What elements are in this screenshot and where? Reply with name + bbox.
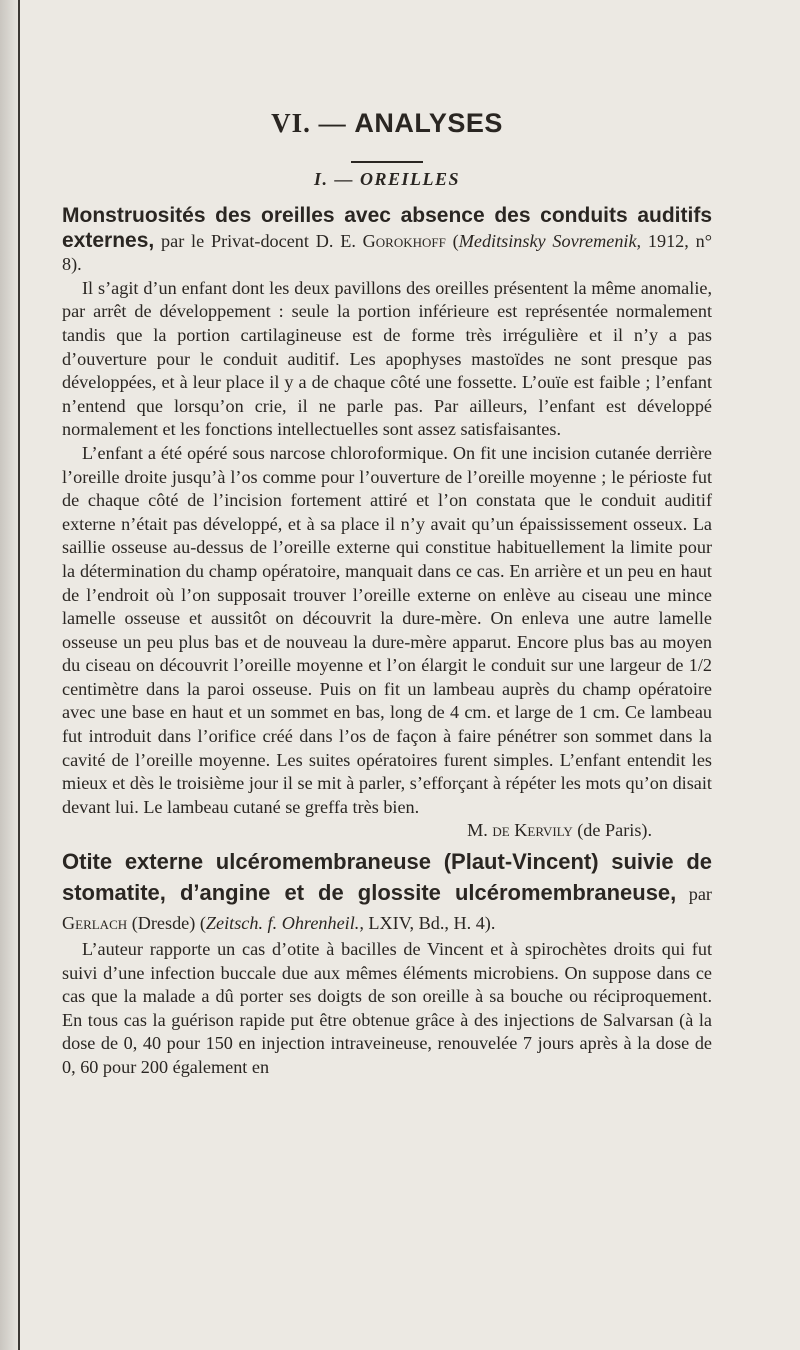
entry-1-paragraph-2: L’enfant a été opéré sous narcose chloroformique. On fit une incision cutanée derrière l’oreille droite jusqu’à l’os comme pour l’ouverture de l’oreille moyenne ; le périoste fut de chaque côté de l’incision fortement attiré et l’on constata que le conduit auditif externe n’était pas développé, et à sa place il n’y avait qu’un épaississement osseux. La saillie osseuse au-dessus de l’oreille externe qui constitue habituellement la limite pour la détermination du champ opératoire, manquait dans ce cas. En arrière et un peu en haut de l’endroit où l’on supposait trouver l’oreille externe on enlève au ciseau une mince lamelle osseuse et aussitôt on découvrit la dure-mère. On enleva une autre lamelle osseuse un peu plus bas et de nouveau la dure-mère apparut. Encore plus bas au moyen du ciseau on découvrit l’oreille moyenne et l’on élargit le conduit sur une largeur de 1/2 centimètre dans la paroi osseuse. Puis on fit un lambeau auprès du champ opératoire avec une base en haut et un sommet en bas, long de 4 cm. et large de 1 cm. Ce lambeau fut introduit dans l’orifice créé dans l’os de façon à faire pénétrer son sommet dans la cavité de l’oreille moyenne. Les suites opératoires furent simples. L’enfant entendit les mieux et dès le troisième jour il se mit à parler, s’efforçant à répéter les mots qu’on disait devant lui. Le lambeau cutané se greffa très bien. — [62, 442, 712, 817]
entry-2 — [62, 847, 712, 1080]
entry-2-author: Gerlach — [62, 913, 128, 934]
section-number: VI. — — [271, 108, 347, 138]
entry-2-header — [62, 847, 712, 938]
section-title: ANALYSES — [354, 108, 503, 138]
entry-2-paragraph-1: L’auteur rapporte un cas d’otite à bacilles de Vincent et à spirochètes droits qui fut suivi d’une infection buccale due aux mêmes éléments microbiens. On suppose dans ce cas que la malade a dû porter ses doigts de son oreille à sa bouche ou réciproquement. En tous cas la guérison rapide put être obtenue grâce à des injections de Salvarsan (à la dose de 0, 40 pour 150 en injection intraveineuse, renouvelée 7 jours après à la dose de 0, 60 pour 200 également en — [62, 939, 712, 1077]
entry-2-byline: par — [676, 884, 712, 905]
page-content — [62, 100, 712, 1080]
signature-prefix: M. — [467, 820, 493, 841]
signature-name: de Kervily — [492, 820, 573, 841]
entry-2-ref-close: LXIV, Bd., H. 4). — [363, 913, 496, 934]
entry-1-byline: par le Privat-docent D. E. — [154, 230, 363, 251]
entry-1-ref-open: ( — [445, 230, 459, 251]
entry-1-ref-close: 1912, n° 8). — [62, 230, 712, 275]
entry-1-paragraph-1: Il s’agit d’un enfant dont les deux pavillons des oreilles présentent la même anomalie, par arrêt de développement : seule la portion inférieure est représentée normalement tandis que la portion cartilagineuse est de forme très irrégulière et il n’y a pas d’ouverture pour le conduit auditif. Les apophyses mastoïdes ne sont presque pas développées, et à leur place il y a de chaque côté une fossette. L’ouïe est faible ; l’enfant n’entend que lorsqu’on crie, il ne parle pas. Par ailleurs, l’enfant est développé normalement et les fonctions intellectuelles sont assez satisfaisantes. — [62, 277, 712, 440]
entry-1-title: Monstruosités des oreilles avec absence des conduits auditifs externes, — [62, 204, 712, 252]
entry-2-place: (Dresde) ( — [127, 913, 206, 934]
entry-1-author: Gorokhoff — [362, 230, 446, 251]
subsection-heading: I. — OREILLES — [313, 169, 461, 189]
page-binding-edge — [18, 0, 20, 1350]
entry-2-title: Otite externe ulcéromembraneuse (Plaut-Vincent) suivie de stomatite, d’angine et de glossite ulcéromembraneuse, — [62, 849, 712, 906]
entry-1 — [62, 204, 712, 843]
section-heading — [62, 100, 712, 139]
entry-1-journal: Meditsinsky Sovremenik, — [458, 230, 642, 251]
heading-rule — [351, 161, 423, 163]
entry-2-journal: Zeitsch. f. Ohrenheil., — [205, 913, 364, 934]
entry-1-signature — [62, 819, 712, 843]
signature-suffix: (de Paris). — [572, 820, 652, 841]
entry-1-header — [62, 204, 712, 277]
page-binding-shadow — [0, 0, 18, 1350]
